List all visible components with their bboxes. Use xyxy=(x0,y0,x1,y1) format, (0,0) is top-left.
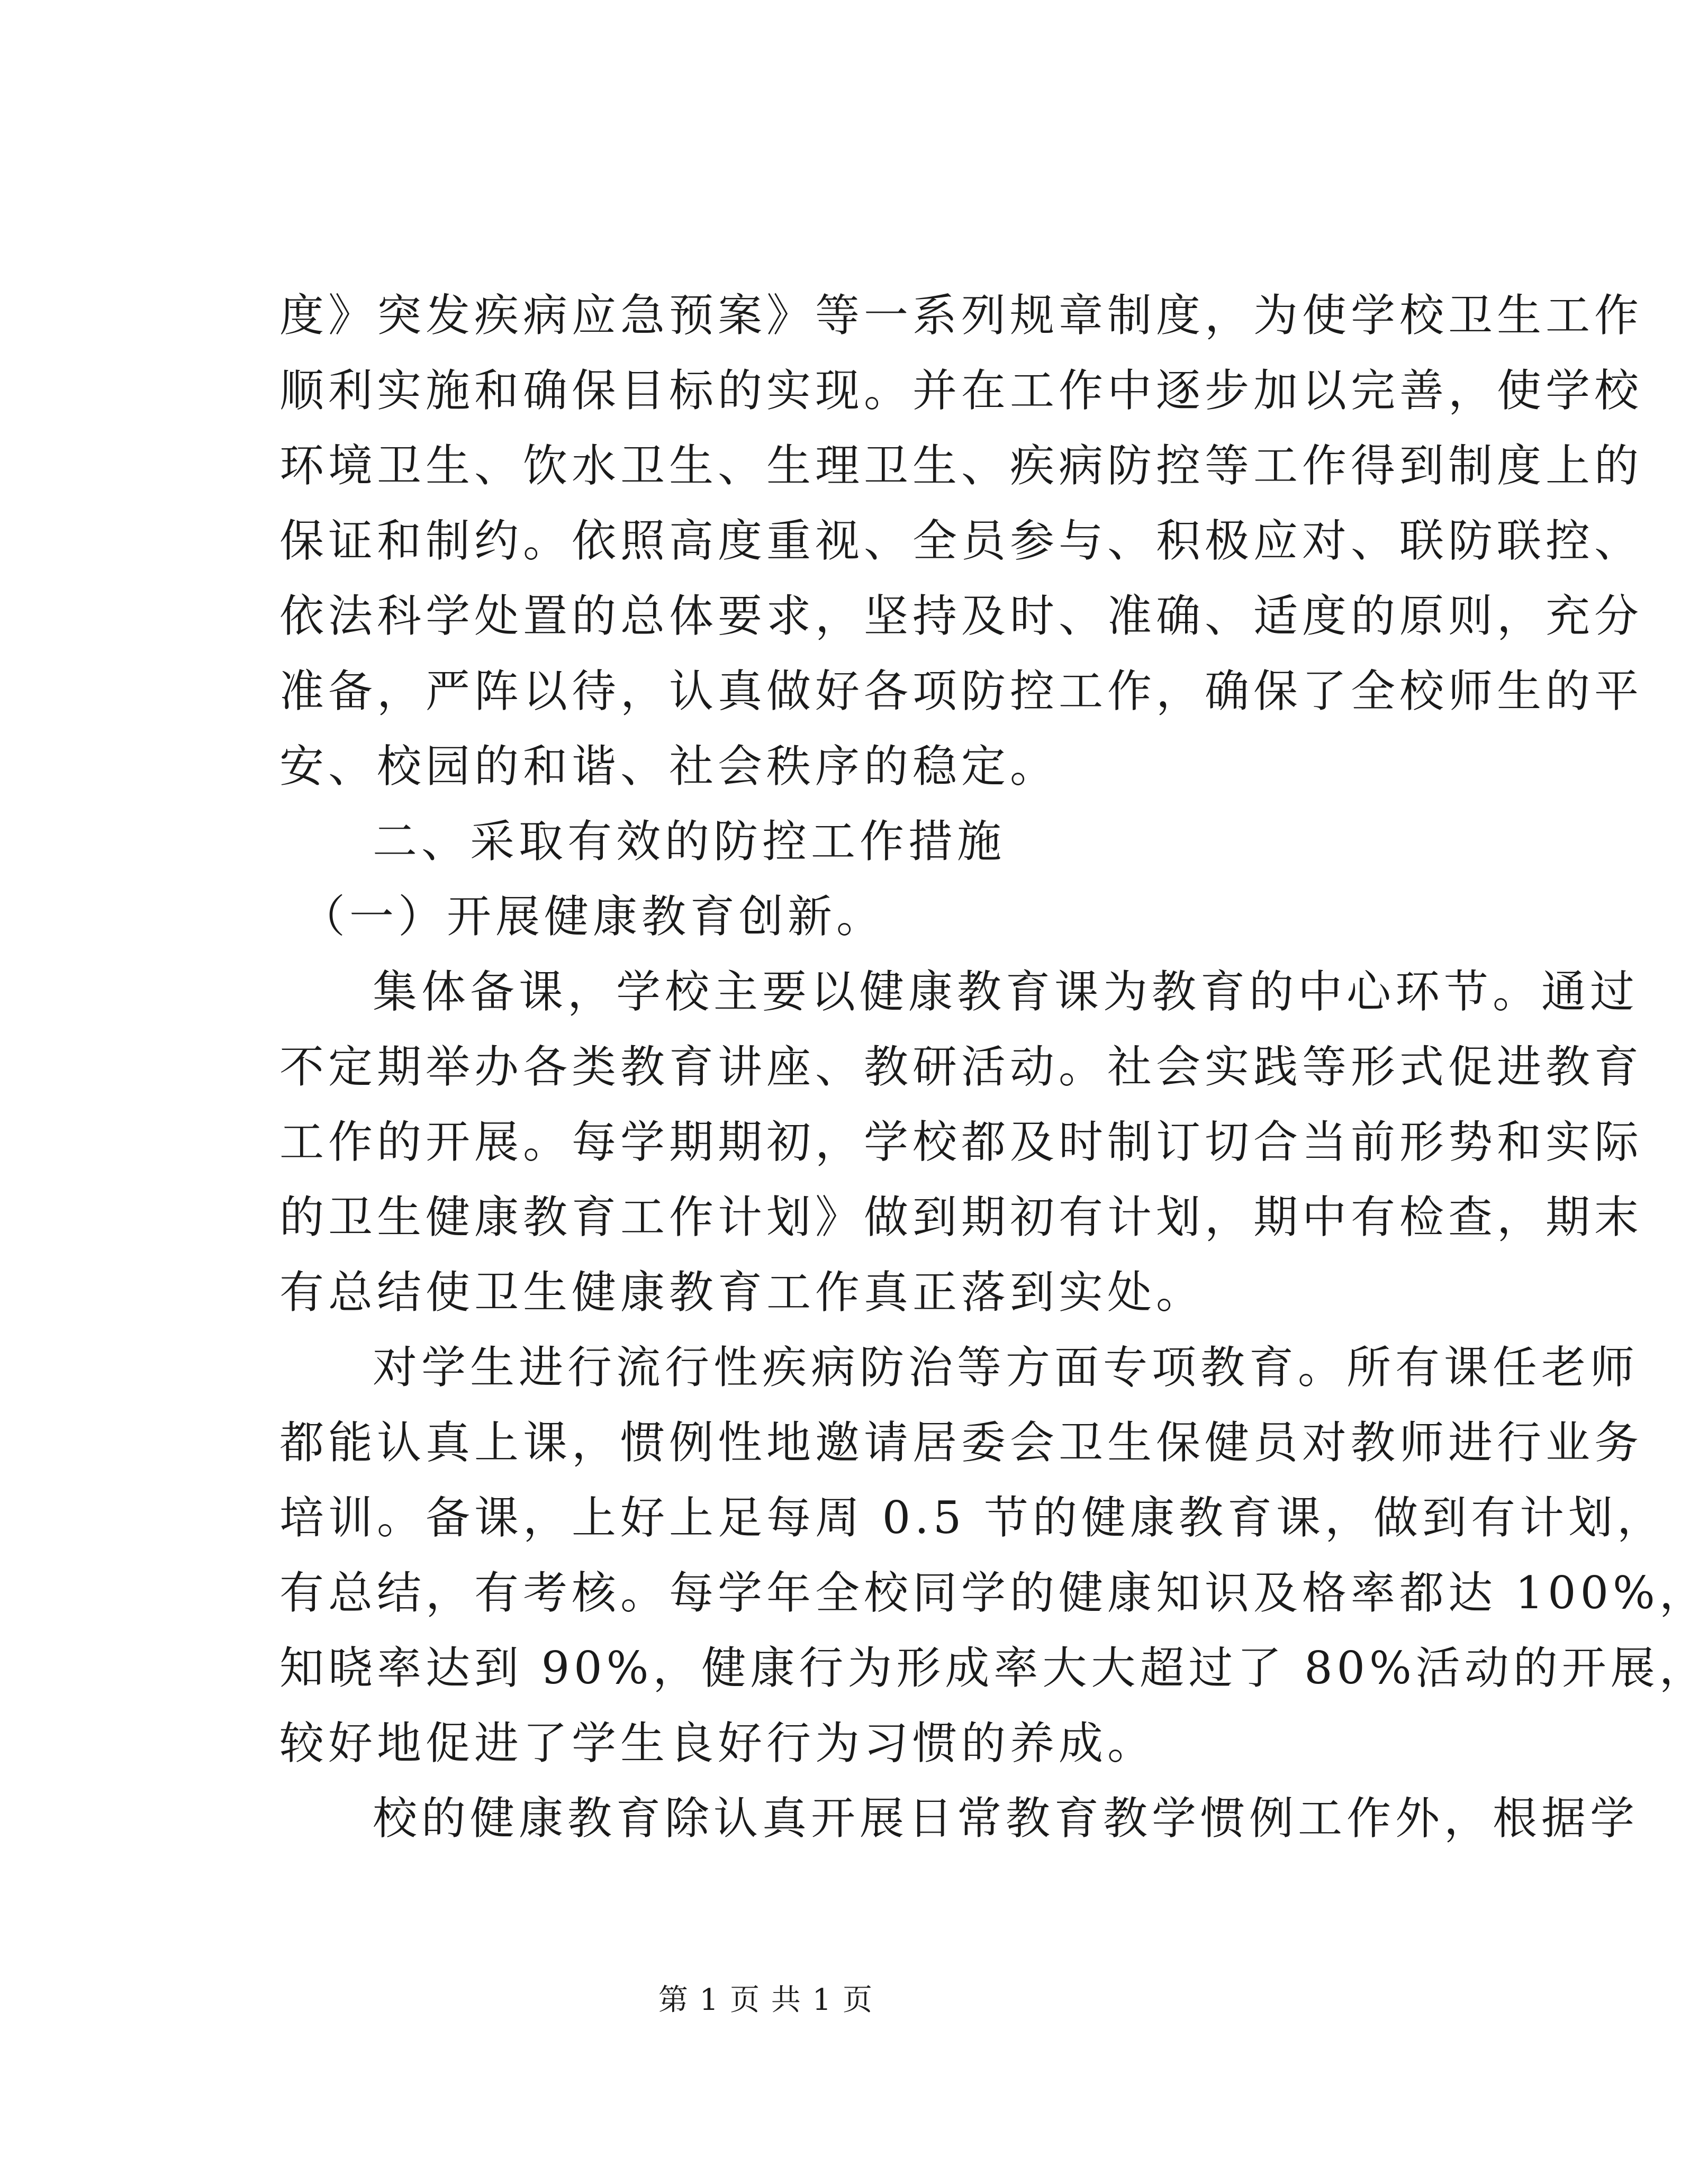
text-line: 顺利实施和确保目标的实现。并在工作中逐步加以完善，使学校 xyxy=(279,365,1643,416)
page-footer: 第 1 页 共 1 页 xyxy=(658,1983,874,2017)
subsection-heading: （一）开展健康教育创新。 xyxy=(301,891,885,942)
text-line: 集体备课，学校主要以健康教育课为教育的中心环节。通过 xyxy=(373,966,1639,1018)
text-line: 工作的开展。每学期期初，学校都及时制订切合当前形势和实际 xyxy=(279,1116,1643,1168)
text-line: 的卫生健康教育工作计划》做到期初有计划，期中有检查，期末 xyxy=(279,1191,1643,1243)
text-line: 较好地促进了学生良好行为习惯的养成。 xyxy=(279,1717,1156,1769)
text-line: 校的健康教育除认真开展日常教育教学惯例工作外，根据学 xyxy=(373,1792,1639,1844)
text-line: 保证和制约。依照高度重视、全员参与、积极应对、联防联控、 xyxy=(279,515,1643,567)
text-line: 有总结，有考核。每学年全校同学的健康知识及格率都达 100%， xyxy=(279,1567,1708,1619)
text-line: 知晓率达到 90%，健康行为形成率大大超过了 80%活动的开展， xyxy=(279,1642,1708,1694)
text-line: 都能认真上课，惯例性地邀请居委会卫生保健员对教师进行业务 xyxy=(279,1417,1643,1469)
text-line: 有总结使卫生健康教育工作真正落到实处。 xyxy=(279,1266,1205,1318)
text-line: 对学生进行流行性疾病防治等方面专项教育。所有课任老师 xyxy=(373,1342,1639,1393)
text-line: 培训。备课，上好上足每周 0.5 节的健康教育课，做到有计划， xyxy=(279,1492,1666,1544)
text-line: 度》突发疾病应急预案》等一系列规章制度，为使学校卫生工作 xyxy=(279,289,1643,341)
section-heading: 二、采取有效的防控工作措施 xyxy=(373,815,1006,867)
document-body xyxy=(279,278,1708,1856)
text-line: 依法科学处置的总体要求，坚持及时、准确、适度的原则，充分 xyxy=(279,590,1643,642)
text-line: 不定期举办各类教育讲座、教研活动。社会实践等形式促进教育 xyxy=(279,1041,1643,1093)
text-line: 安、校园的和谐、社会秩序的稳定。 xyxy=(279,740,1059,792)
text-line: 环境卫生、饮水卫生、生理卫生、疾病防控等工作得到制度上的 xyxy=(279,440,1643,492)
text-line: 准备，严阵以待，认真做好各项防控工作，确保了全校师生的平 xyxy=(279,665,1643,717)
